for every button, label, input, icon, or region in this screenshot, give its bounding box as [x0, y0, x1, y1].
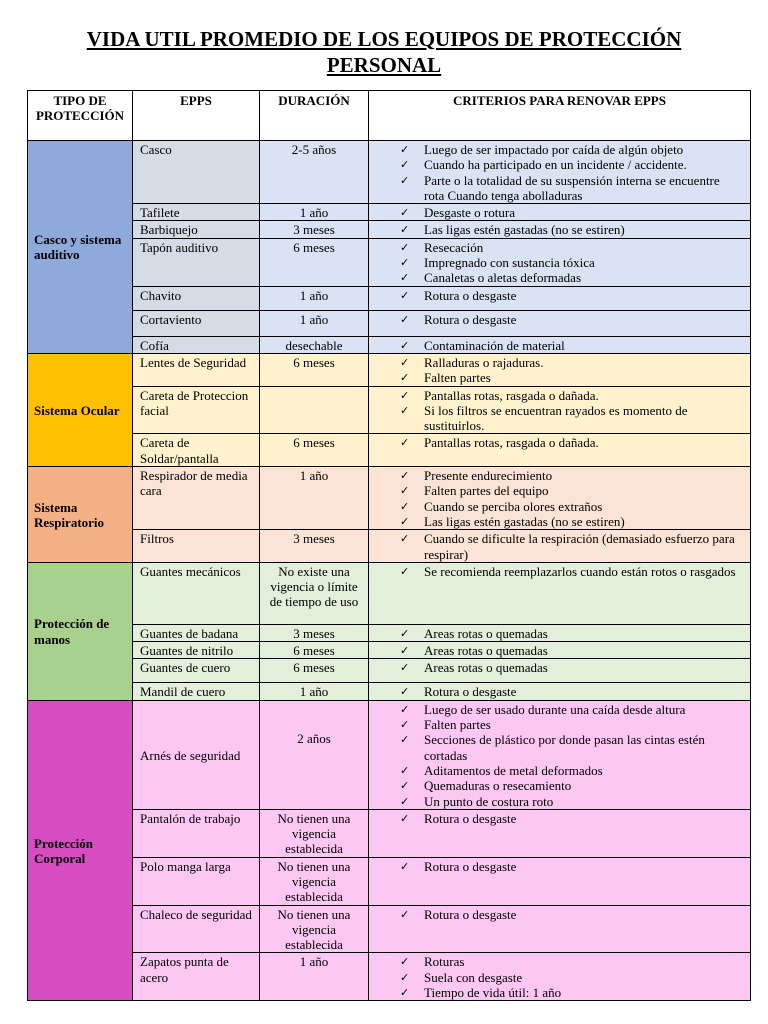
- duracion-cell: 3 meses: [260, 530, 369, 563]
- duracion-cell: desechable: [260, 336, 369, 353]
- duracion-cell: [260, 386, 369, 434]
- criterio-item: ✓ Falten partes del equipo: [400, 483, 743, 498]
- table-body: [28, 141, 751, 1001]
- table-row: [28, 562, 751, 624]
- criterios-cell: [369, 467, 751, 530]
- criterio-item: ✓ Canaletas o aletas deformadas: [400, 270, 743, 285]
- table-row: [28, 905, 751, 953]
- table-row: [28, 700, 751, 809]
- epp-cell: Chaleco de seguridad: [133, 905, 260, 953]
- criterio-item: ✓ Impregnado con sustancia tóxica: [400, 255, 743, 270]
- epp-cell: Zapatos punta de acero: [133, 953, 260, 1001]
- criterios-list: [376, 811, 743, 826]
- criterios-list: [376, 338, 743, 353]
- duracion-cell: 1 año: [260, 286, 369, 310]
- criterios-list: [376, 388, 743, 434]
- duracion-cell: 3 meses: [260, 221, 369, 238]
- table-row: [28, 434, 751, 467]
- epp-cell: Casco: [133, 141, 260, 204]
- epp-cell: Filtros: [133, 530, 260, 563]
- criterio-item: ✓ Presente endurecimiento: [400, 468, 743, 483]
- criterio-item: ✓ Cuando se perciba olores extraños: [400, 499, 743, 514]
- table-row: [28, 530, 751, 563]
- duracion-cell: No tienen una vigencia establecida: [260, 905, 369, 953]
- criterio-item: ✓ Rotura o desgaste: [400, 684, 743, 699]
- criterios-list: [376, 643, 743, 658]
- criterio-item: ✓ Areas rotas o quemadas: [400, 626, 743, 641]
- criterios-list: [376, 355, 743, 386]
- criterio-item: ✓ Las ligas estén gastadas (no se estiren): [400, 514, 743, 529]
- header-epps: EPPS: [133, 91, 260, 141]
- criterios-cell: [369, 353, 751, 386]
- category-cell: Sistema Respiratorio: [28, 467, 133, 563]
- criterios-cell: [369, 659, 751, 683]
- criterios-cell: [369, 386, 751, 434]
- header-duracion: DURACIÓN: [260, 91, 369, 141]
- criterios-cell: [369, 286, 751, 310]
- criterios-list: [376, 626, 743, 641]
- epp-cell: Barbiquejo: [133, 221, 260, 238]
- criterios-list: [376, 702, 743, 809]
- epp-cell: Guantes mecánicos: [133, 562, 260, 624]
- epp-cell: Lentes de Seguridad: [133, 353, 260, 386]
- criterios-cell: [369, 562, 751, 624]
- duracion-cell: 1 año: [260, 683, 369, 700]
- duracion-cell: 3 meses: [260, 624, 369, 641]
- criterios-cell: [369, 434, 751, 467]
- category-cell: Casco y sistema auditivo: [28, 141, 133, 354]
- epp-cell: Cofía: [133, 336, 260, 353]
- criterio-item: ✓ Rotura o desgaste: [400, 811, 743, 826]
- criterio-item: ✓ Falten partes: [400, 370, 743, 385]
- table-row: [28, 353, 751, 386]
- criterios-cell: [369, 857, 751, 905]
- table-row: [28, 141, 751, 204]
- criterio-item: ✓ Se recomienda reemplazarlos cuando están rotos o rasgados: [400, 564, 743, 579]
- criterio-item: ✓ Pantallas rotas, rasgada o dañada.: [400, 388, 743, 403]
- criterio-item: ✓ Quemaduras o resecamiento: [400, 778, 743, 793]
- criterios-list: [376, 954, 743, 1000]
- criterios-list: [376, 288, 743, 303]
- title-line-2: PERSONAL: [326, 53, 442, 77]
- duracion-cell: 1 año: [260, 310, 369, 336]
- duracion-cell: 6 meses: [260, 642, 369, 659]
- criterio-item: ✓ Roturas: [400, 954, 743, 969]
- criterios-list: [376, 435, 743, 450]
- criterio-item: ✓ Areas rotas o quemadas: [400, 643, 743, 658]
- criterio-item: ✓ Rotura o desgaste: [400, 907, 743, 922]
- criterios-list: [376, 205, 743, 220]
- criterio-item: ✓ Areas rotas o quemadas: [400, 660, 743, 675]
- table-row: [28, 642, 751, 659]
- criterios-cell: [369, 642, 751, 659]
- criterio-item: ✓ Cuando ha participado en un incidente / accidente.: [400, 157, 743, 172]
- category-cell: Protección Corporal: [28, 700, 133, 1001]
- criterio-item: ✓ Falten partes: [400, 717, 743, 732]
- criterios-list: [376, 240, 743, 286]
- criterio-item: ✓ Ralladuras o rajaduras.: [400, 355, 743, 370]
- criterios-cell: [369, 905, 751, 953]
- epp-cell: Guantes de badana: [133, 624, 260, 641]
- table-row: [28, 624, 751, 641]
- criterio-item: ✓ Un punto de costura roto: [400, 794, 743, 809]
- criterio-item: ✓ Luego de ser impactado por caída de algún objeto: [400, 142, 743, 157]
- criterio-item: ✓ Suela con desgaste: [400, 970, 743, 985]
- criterio-item: ✓ Si los filtros se encuentran rayados es momento de sustituirlos.: [400, 403, 743, 434]
- criterios-cell: [369, 953, 751, 1001]
- epp-cell: Chavito: [133, 286, 260, 310]
- criterios-cell: [369, 683, 751, 700]
- category-cell: Protección de manos: [28, 562, 133, 700]
- header-tipo: TIPO DE PROTECCIÓN: [28, 91, 133, 141]
- epp-cell: Polo manga larga: [133, 857, 260, 905]
- criterios-list: [376, 684, 743, 699]
- duracion-cell: 2 años: [260, 700, 369, 809]
- epp-cell: Respirador de media cara: [133, 467, 260, 530]
- criterios-cell: [369, 809, 751, 857]
- criterio-item: ✓ Contaminación de material: [400, 338, 743, 353]
- duracion-cell: 1 año: [260, 204, 369, 221]
- duracion-cell: No existe una vigencia o límite de tiempo de uso: [260, 562, 369, 624]
- criterio-item: ✓ Resecación: [400, 240, 743, 255]
- criterios-list: [376, 468, 743, 529]
- epp-cell: Tapón auditivo: [133, 238, 260, 286]
- title-line-1: VIDA UTIL PROMEDIO DE LOS EQUIPOS DE PROTECCIÓN: [86, 27, 682, 51]
- epp-cell: Mandil de cuero: [133, 683, 260, 700]
- epp-cell: Pantalón de trabajo: [133, 809, 260, 857]
- criterios-cell: [369, 204, 751, 221]
- duracion-cell: 2-5 años: [260, 141, 369, 204]
- criterios-list: [376, 531, 743, 562]
- criterio-item: ✓ Tiempo de vida útil: 1 año: [400, 985, 743, 1000]
- table-row: [28, 857, 751, 905]
- duracion-cell: No tienen una vigencia establecida: [260, 857, 369, 905]
- table-row: [28, 659, 751, 683]
- table-row: [28, 953, 751, 1001]
- criterios-cell: [369, 700, 751, 809]
- criterios-list: [376, 859, 743, 874]
- criterio-item: ✓ Luego de ser usado durante una caída desde altura: [400, 702, 743, 717]
- criterio-item: ✓ Pantallas rotas, rasgada o dañada.: [400, 435, 743, 450]
- table-row: [28, 336, 751, 353]
- criterio-item: ✓ Secciones de plástico por donde pasan las cintas estén cortadas: [400, 732, 743, 763]
- criterio-item: ✓ Desgaste o rotura: [400, 205, 743, 220]
- criterio-item: ✓ Cuando se dificulte la respiración (demasiado esfuerzo para respirar): [400, 531, 743, 562]
- category-cell: Sistema Ocular: [28, 353, 133, 466]
- epp-cell: Careta de Soldar/pantalla: [133, 434, 260, 467]
- duracion-cell: 1 año: [260, 953, 369, 1001]
- header-criterios: CRITERIOS PARA RENOVAR EPPS: [369, 91, 751, 141]
- criterio-item: ✓ Aditamentos de metal deformados: [400, 763, 743, 778]
- table-row: [28, 286, 751, 310]
- criterios-list: [376, 907, 743, 922]
- epp-cell: Cortaviento: [133, 310, 260, 336]
- criterios-list: [376, 142, 743, 203]
- criterios-list: [376, 564, 743, 579]
- criterios-list: [376, 222, 743, 237]
- criterios-cell: [369, 530, 751, 563]
- table-row: [28, 467, 751, 530]
- criterios-cell: [369, 336, 751, 353]
- criterios-cell: [369, 221, 751, 238]
- epp-table: [27, 90, 751, 1001]
- table-row: [28, 809, 751, 857]
- table-row: [28, 238, 751, 286]
- criterio-item: ✓ Rotura o desgaste: [400, 859, 743, 874]
- page-title: [0, 26, 768, 78]
- epp-cell: Guantes de cuero: [133, 659, 260, 683]
- table-row: [28, 204, 751, 221]
- duracion-cell: 6 meses: [260, 659, 369, 683]
- criterios-cell: [369, 238, 751, 286]
- duracion-cell: 1 año: [260, 467, 369, 530]
- table-row: [28, 221, 751, 238]
- criterio-item: ✓ Rotura o desgaste: [400, 312, 743, 327]
- epp-cell: Careta de Proteccion facial: [133, 386, 260, 434]
- duracion-cell: 6 meses: [260, 434, 369, 467]
- criterios-list: [376, 312, 743, 327]
- duracion-cell: No tienen una vigencia establecida: [260, 809, 369, 857]
- duracion-cell: 6 meses: [260, 238, 369, 286]
- criterios-cell: [369, 310, 751, 336]
- epp-cell: Tafilete: [133, 204, 260, 221]
- criterios-list: [376, 660, 743, 675]
- criterio-item: ✓ Parte o la totalidad de su suspensión interna se encuentre rota Cuando tenga abolladuras: [400, 173, 743, 204]
- criterios-cell: [369, 624, 751, 641]
- table-header-row: [28, 91, 751, 141]
- table-row: [28, 386, 751, 434]
- criterio-item: ✓ Rotura o desgaste: [400, 288, 743, 303]
- criterios-cell: [369, 141, 751, 204]
- criterio-item: ✓ Las ligas estén gastadas (no se estiren): [400, 222, 743, 237]
- table-row: [28, 310, 751, 336]
- epp-cell: Arnés de seguridad: [133, 700, 260, 809]
- duracion-cell: 6 meses: [260, 353, 369, 386]
- table-row: [28, 683, 751, 700]
- epp-cell: Guantes de nitrilo: [133, 642, 260, 659]
